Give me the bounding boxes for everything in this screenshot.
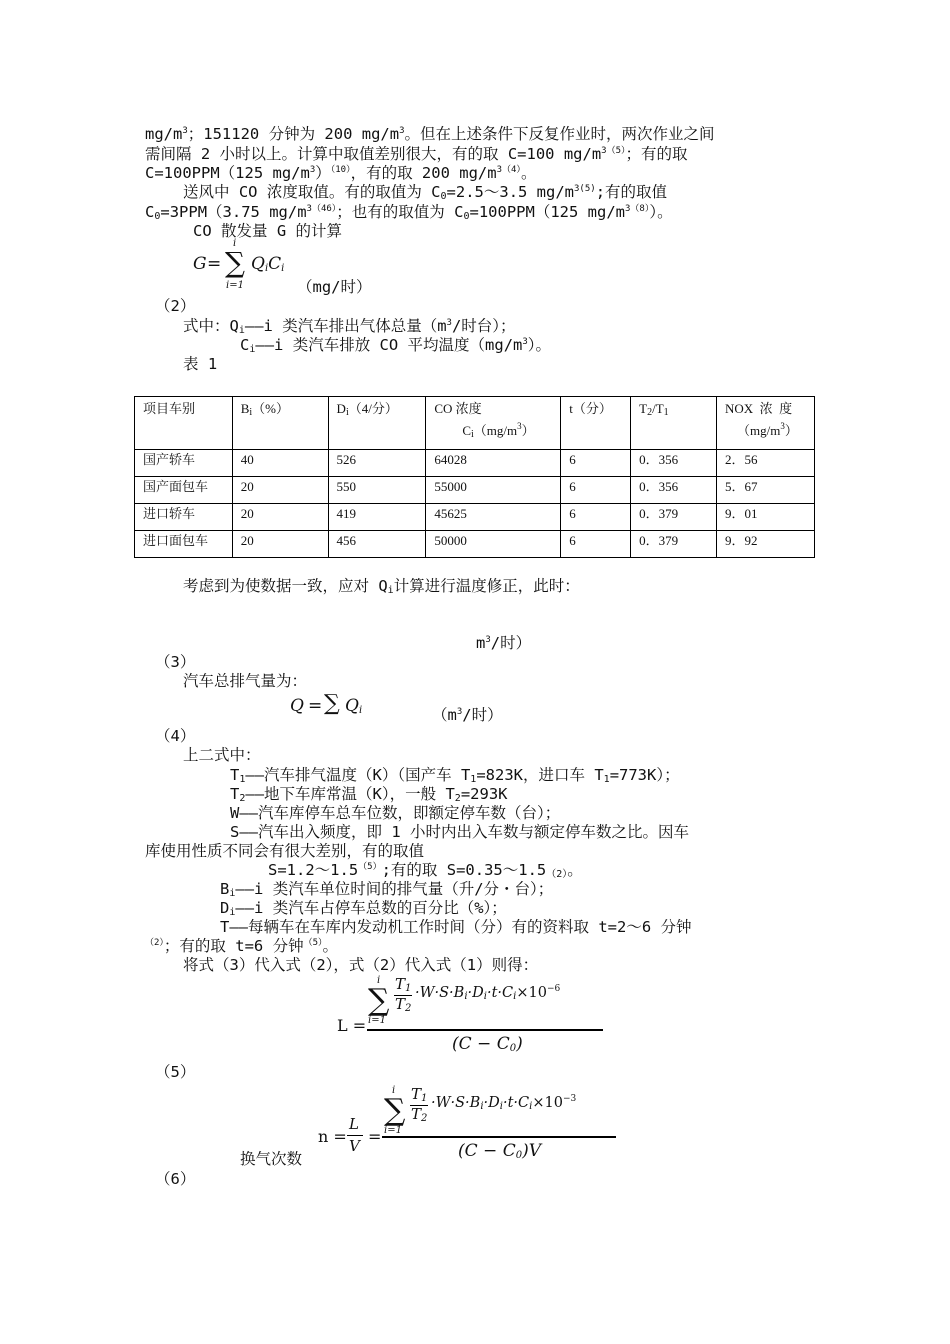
- header-cell: CO 浓度 $C_i(mg/m^3)$: [426, 397, 561, 450]
- where1-line2: $C_i——i$ 类汽车排放 CO 平均温度$(mg/m^3)$。: [240, 336, 552, 355]
- header-cell: 项目车别: [135, 397, 233, 450]
- table-cell: 6: [561, 450, 631, 477]
- para2-line1: 送风中 CO 浓度取值。有的取值为 $C_0=2.5\sim 3.5$ $mg/m^{3(5)}$;有的取值: [183, 183, 668, 202]
- equation-6-number: （6）: [155, 1170, 196, 1188]
- equation-4: Q = ∑ $Q_i$: [290, 691, 363, 716]
- table-cell: 国产轿车: [135, 450, 233, 477]
- para1-line2: 需间隔 2 小时以上。计算中取值差别很大，有的取 C=100 $mg/m^{3(5)}$；有的取: [145, 145, 688, 163]
- def-s-line2: 库使用性质不同会有很大差别，有的取值: [145, 842, 425, 860]
- def-b: $B_i——i$ 类汽车单位时间的排气量（升/分・台）；: [220, 880, 554, 899]
- table-cell: 进口面包车: [135, 531, 233, 558]
- table-cell: 5．67: [716, 477, 814, 504]
- table-cell: 进口轿车: [135, 504, 233, 531]
- equation-4-number: （4）: [155, 727, 196, 745]
- table-header-row: [135, 397, 815, 450]
- data-table: [134, 396, 815, 558]
- para1-line3: C=100PPM（125 $mg/m^3)^{(10)}$，有的取 200 $mg/m^{3(4)}$。: [145, 164, 537, 182]
- header-cell: $B_i(\%)$: [232, 397, 328, 450]
- header-cell: $D_i(4/$分）: [328, 397, 426, 450]
- table-cell: 20: [232, 531, 328, 558]
- table-cell: 55000: [426, 477, 561, 504]
- equation-6-label: 换气次数: [240, 1150, 303, 1168]
- def-s-line1: S——汽车出入频度，即 1 小时内出入车数与额定停车数之比。因车: [230, 823, 689, 841]
- table-row: [135, 504, 815, 531]
- table-cell: 2．56: [716, 450, 814, 477]
- table-row: [135, 531, 815, 558]
- header-cell: NOX 浓 度 $(mg/m^3)$: [716, 397, 814, 450]
- equation-2: G = i ∑ i=1 $Q_iC_i$: [193, 238, 285, 291]
- table-cell: 456: [328, 531, 426, 558]
- where1-line1: 式中：$Q_i——i$ 类汽车排出气体总量（$m^3/$时台）；: [183, 317, 516, 336]
- para1-line1: $mg/m^3$；151120 分钟为 200 $mg/m^3$。但在上述条件下反复作业时，两次作业之间: [145, 125, 715, 143]
- table-cell: 40: [232, 450, 328, 477]
- def-t-line2: $^{(2)}$；有的取 t=6 分钟$^{(5)}$。: [145, 937, 339, 955]
- header-cell: $T_2/T_1$: [631, 397, 717, 450]
- table-cell: 20: [232, 504, 328, 531]
- para2-line2: $C_0=3PPM(3.75$ $mg/m^{3(46)}$；也有的取值为 $C_0=100PPM(125$ $mg/m^{3(8)}$）。: [145, 203, 673, 222]
- table-cell: 45625: [426, 504, 561, 531]
- table-cell: 64028: [426, 450, 561, 477]
- table-row: [135, 477, 815, 504]
- def-s-line3: $S=1.2\sim 1.5^{(5)}$;有的取 $S=0.35\sim 1.5_{(2)}$。: [268, 861, 583, 880]
- table-cell: 550: [328, 477, 426, 504]
- equation-3-unit: $m^3/$时）: [476, 634, 532, 652]
- table-cell: 0．356: [631, 477, 717, 504]
- def-d: $D_i——i$ 类汽车占停车总数的百分比（%）；: [220, 899, 507, 918]
- table-cell: 0．356: [631, 450, 717, 477]
- def-w: W——汽车库停车总车位数，即额定停车数（台）；: [230, 804, 561, 822]
- def-t2: $T_2——$地下车库常温（K），一般 $T_2=293K$: [230, 785, 508, 804]
- table-row: [135, 450, 815, 477]
- table-cell: 6: [561, 504, 631, 531]
- table-cell: 20: [232, 477, 328, 504]
- equation-4-unit: （$m^3/$时）: [432, 706, 503, 724]
- header-cell: t（分）: [561, 397, 631, 450]
- def-t-line1: T——每辆车在车库内发动机工作时间（分）有的资料取 t=2～6 分钟: [220, 918, 692, 936]
- table-cell: 9．92: [716, 531, 814, 558]
- def-t1: $T_1——$汽车排气温度（K）（国产车 $T_1=823K$，进口车 $T_1=773K$）；: [230, 766, 680, 785]
- equation-2-number: （2）: [155, 297, 196, 315]
- table-cell: 526: [328, 450, 426, 477]
- equation-3-number: （3）: [155, 653, 196, 671]
- equation-2-unit: （mg/时）: [297, 278, 372, 296]
- table-label: 表 1: [183, 355, 218, 373]
- co-heading: CO 散发量 G 的计算: [193, 222, 342, 240]
- table-cell: 6: [561, 531, 631, 558]
- equation-6: n = L V = i ∑ i=1 $T_1$ $T_2$ $\cdot W\cdot S\cdot B_i\cdot D_i\cdot t\cdot C_i\times 10^{-3}$ $(C - C_0)V$: [318, 1083, 618, 1163]
- equation-5-number: （5）: [155, 1063, 196, 1081]
- substitute-text: 将式（3）代入式（2），式（2）代入式（1）则得：: [183, 956, 539, 974]
- table-cell: 国产面包车: [135, 477, 233, 504]
- where2-title: 上二式中：: [183, 746, 261, 764]
- table-cell: 419: [328, 504, 426, 531]
- total-exhaust-heading: 汽车总排气量为：: [183, 672, 308, 690]
- table-cell: 9．01: [716, 504, 814, 531]
- equation-5: L = i ∑ i=1 $T_1$ $T_2$ $\cdot W\cdot S\cdot B_i\cdot D_i\cdot t\cdot C_i\times 10^{-6}$ $(C - C_0)$: [337, 975, 617, 1060]
- table-cell: 50000: [426, 531, 561, 558]
- table-cell: 0．379: [631, 504, 717, 531]
- table-cell: 6: [561, 477, 631, 504]
- table-cell: 0．379: [631, 531, 717, 558]
- temp-correction-text: 考虑到为使数据一致，应对 $Q_i$计算进行温度修正，此时：: [183, 577, 580, 596]
